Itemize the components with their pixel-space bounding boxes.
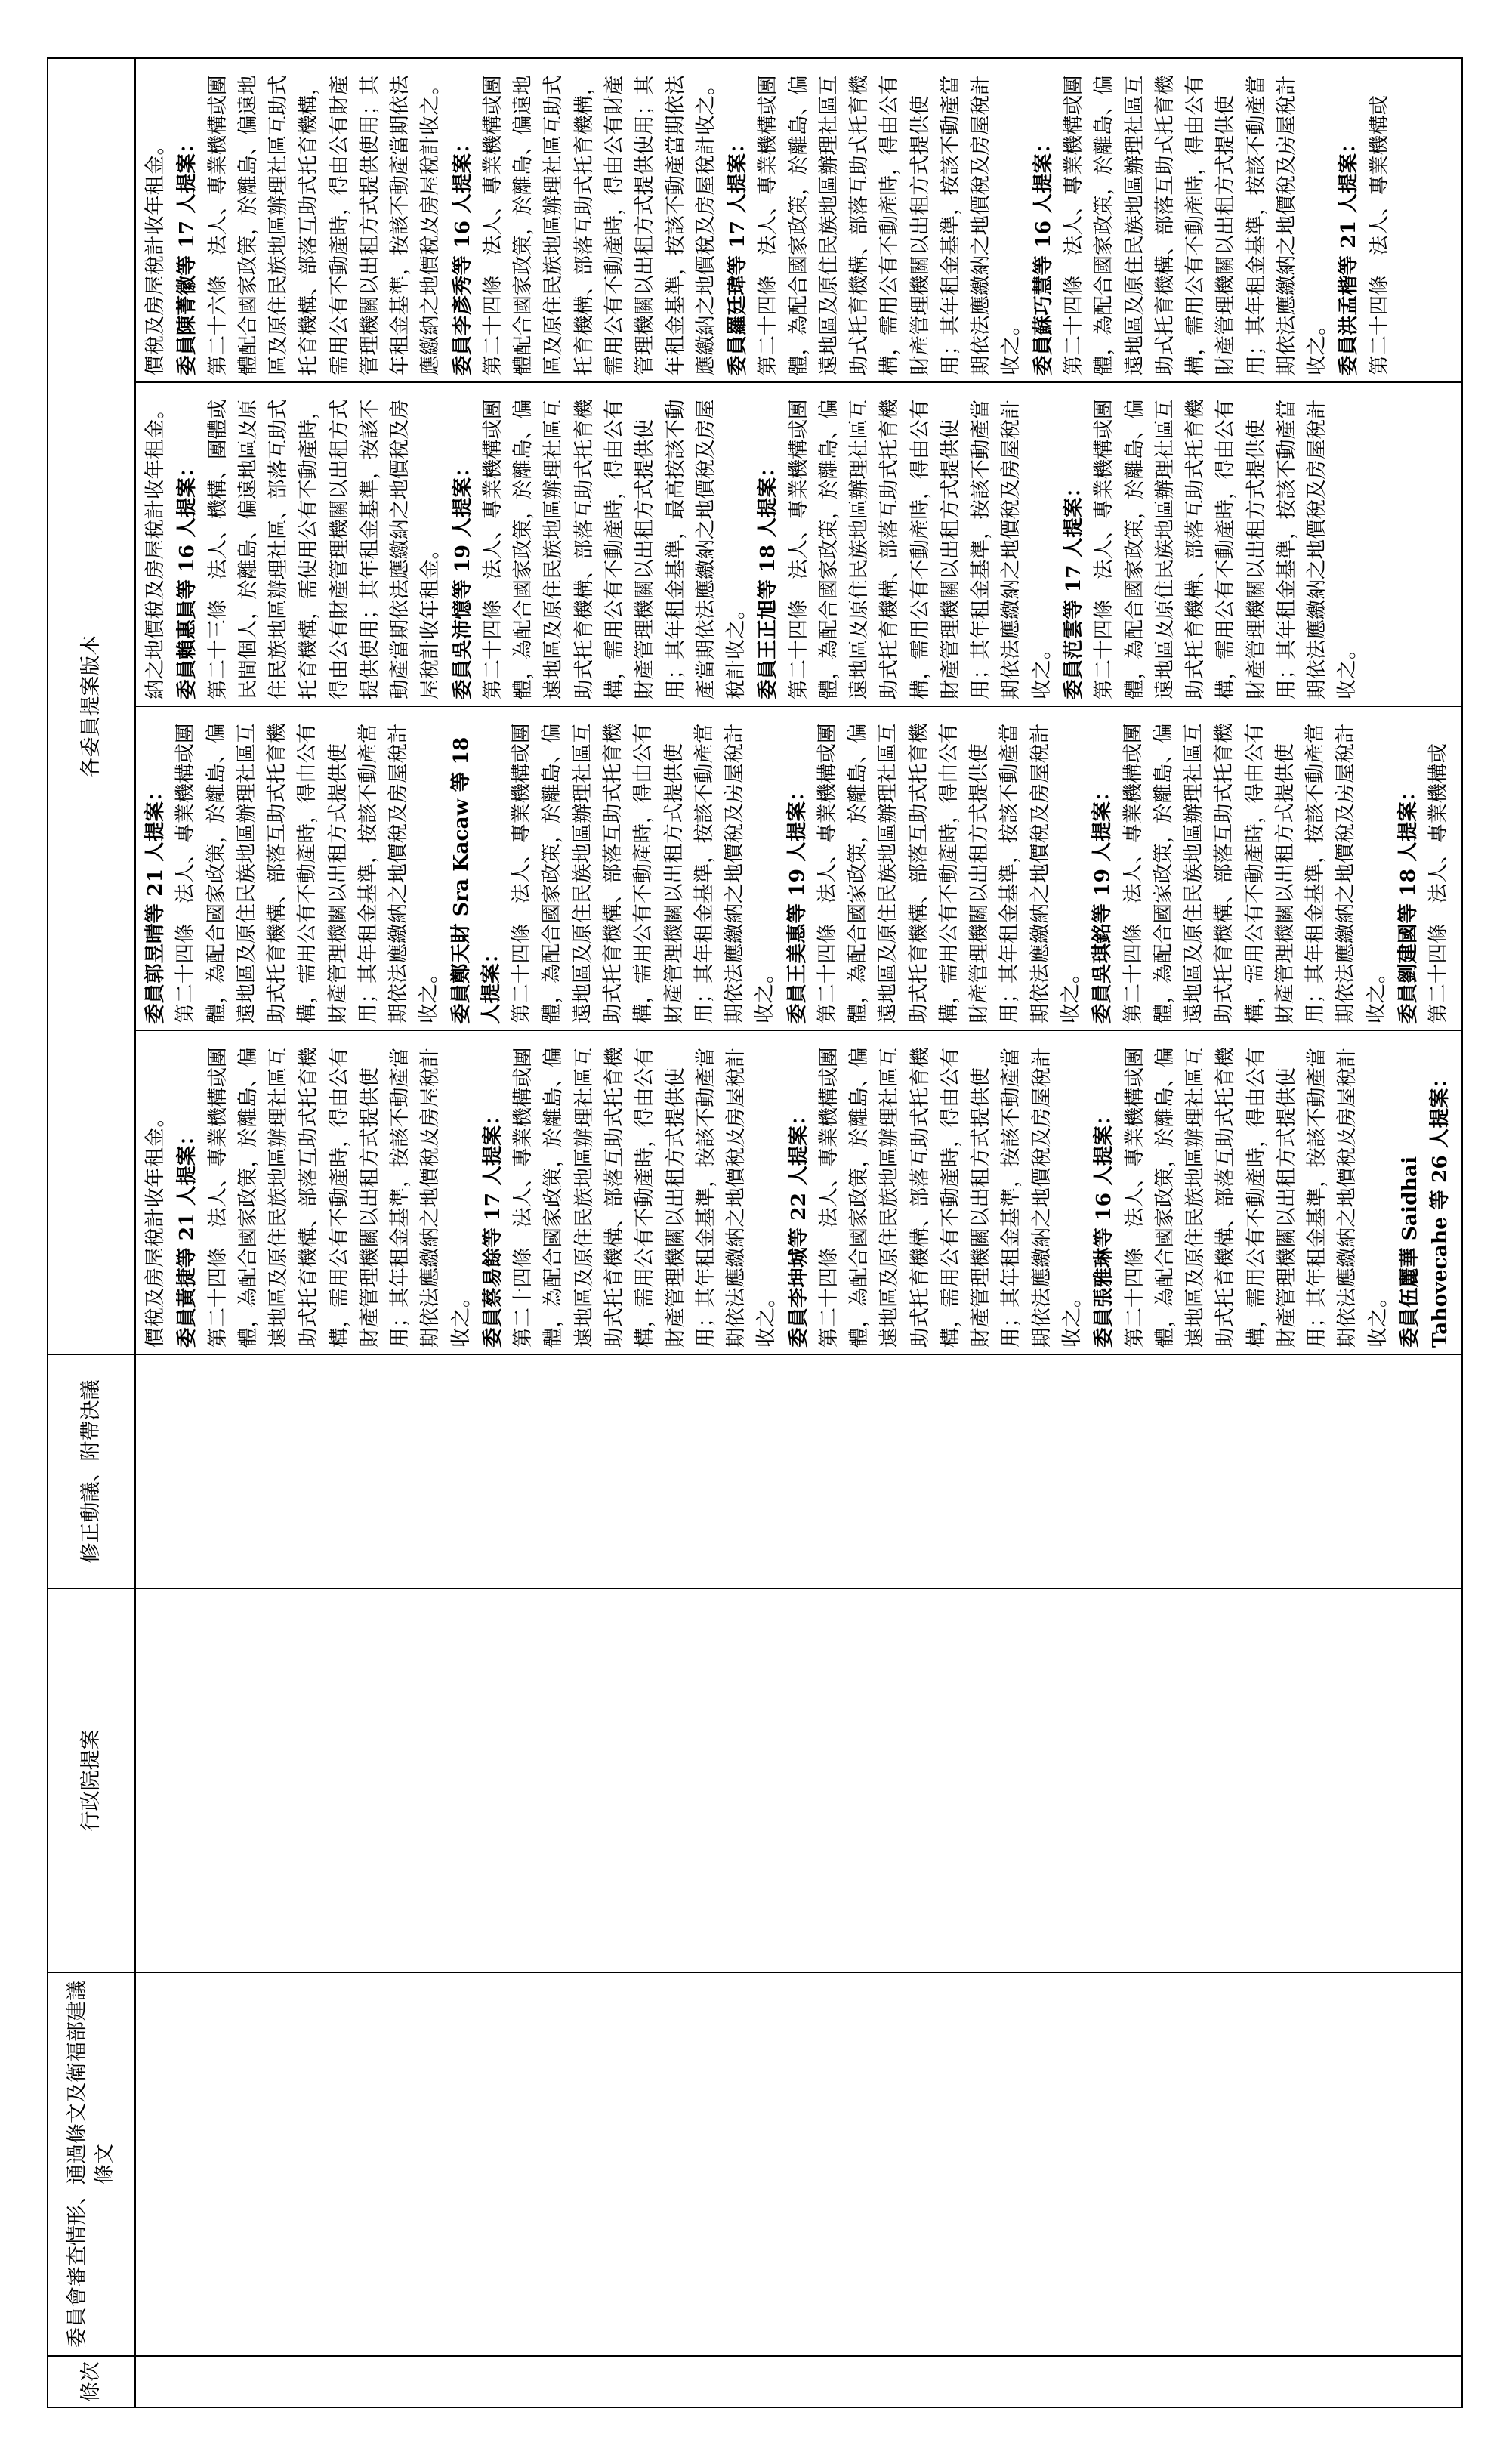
proposal-column <box>136 1031 1461 1354</box>
proposal-entry <box>1089 1037 1393 1348</box>
proposer-label: 委員范雲等 17 人提案： <box>1061 477 1085 699</box>
header-executive-yuan: 行政院提案 <box>48 1589 135 1972</box>
proposal-text: 第二十四條 法人、專業機構或團體，為配合國家政策，於離島、偏遠地區及原住民族地區辦理社區互助式托育機構、部落互助式托育機構，需用公有不動產時，得由公有財產管理機關以出租方式提供使用；其年租金基準，按該不動產當期依法應繳納之地價稅及房屋稅計收之。 <box>816 1047 1084 1348</box>
proposal-text: 第二十四條 法人、專業機構或 <box>1367 95 1391 375</box>
proposer-label: 委員劉建國等 18 人提案： <box>1396 781 1420 1024</box>
cell-amendments <box>135 1354 1462 1589</box>
proposal-entry <box>782 713 1087 1024</box>
proposal-entry <box>140 713 445 1024</box>
proposer-label: 委員羅廷瑋等 17 人提案： <box>726 133 750 375</box>
proposal-entry <box>1059 389 1363 699</box>
proposal-entry <box>446 713 781 1024</box>
proposal-entry <box>172 389 446 699</box>
proposer-label: 委員蘇巧慧等 16 人提案： <box>1031 133 1055 375</box>
proposer-label: 委員李彥秀等 16 人提案： <box>450 133 474 375</box>
proposal-entry <box>784 1037 1088 1348</box>
proposal-text: 第二十四條 法人、專業機構或團體，為配合國家政策，於離島、偏遠地區及原住民族地區辦理社區互助式托育機構、部落互助式托育機構，需用公有不動產時，得由公有財產管理機關以出租方式提供使用；其年租金基準，按該不動產當期依法應繳納之地價稅及房屋稅計收之。 <box>174 723 441 1024</box>
proposal-entry <box>1088 713 1392 1024</box>
legislator-columns <box>136 59 1461 1354</box>
proposal-text: 第二十四條 法人、專業機構或團體，為配合國家政策，於離島、偏遠地區及原住民族地區辦理社區互助式托育機構、部落互助式托育機構，需用公有不動產時，得由公有財產管理機關以出租方式提供使用；其年租金基準，按該不動產當期依法應繳納之地價稅及房屋稅計收之。 <box>1121 723 1388 1024</box>
proposal-column <box>136 59 1461 383</box>
header-committee-review: 委員會審查情形、通過條文及衛福部建議條文 <box>48 1972 135 2356</box>
continued-text: 價稅及房屋稅計收年租金。 <box>143 1107 167 1348</box>
proposer-label: 委員黃捷等 21 人提案： <box>175 1125 199 1348</box>
proposal-text: 第二十四條 法人、專業機構或團體，為配合國家政策，於離島、偏遠地區及原住民族地區辦理社區互助式托育機構、部落互助式托育機構，需用公有不動產時，得由公有財產管理機關以出租方式提供使用；其年租金基準，按該不動產當期依法應繳納之地價稅及房屋稅計收之。 <box>1061 75 1329 375</box>
proposal-text: 第二十四條 法人、專業機構或團體，為配合國家政策，於離島、偏遠地區及原住民族地區辦理社區互助式托育機構、部落互助式托育機構，需用公有不動產時，得由公有財產管理機關以出租方式提供使用；其年租金基準，按該不動產當期依法應繳納之地價稅及房屋稅計收之。 <box>205 1047 473 1348</box>
proposal-text: 第二十四條 法人、專業機構或團體，為配合國家政策，於離島、偏遠地區及原住民族地區辦理社區互助式托育機構、部落互助式托育機構，需用公有不動產時，得由公有財產管理機關以出租方式提供使用；其年租金基準，最高按該不動產當期依法應繳納之地價稅及房屋稅計收之。 <box>480 399 748 699</box>
proposal-text: 第二十四條 法人、專業機構或團體，為配合國家政策，於離島、偏遠地區及原住民族地區辦理社區互助式托育機構、部落互助式托育機構，需用公有不動產時，得由公有財產管理機關以出租方式提供使用；其年租金基準，按該不動產當期依法應繳納之地價稅及房屋稅計收之。 <box>786 399 1054 699</box>
header-amendments: 修正動議、附帶決議 <box>48 1354 135 1589</box>
cell-committee-review <box>135 1972 1462 2356</box>
proposal-text: 第二十四條 法人、專業機構或團體，為配合國家政策，於離島、偏遠地區及原住民族地區辦理社區互助式托育機構、部落互助式托育機構，需用公有不動產時，得由公有財產管理機關以出租方式提供使用；其年租金基準，按該不動產當期依法應繳納之地價稅及房屋稅計收之。 <box>815 723 1082 1024</box>
content-row <box>135 58 1462 2407</box>
proposer-label: 委員蔡易餘等 17 人提案： <box>480 1105 505 1348</box>
proposal-entry <box>723 65 1027 375</box>
proposal-text: 第二十四條 法人、專業機構或團體，為配合國家政策，於離島、偏遠地區及原住民族地區辦理社區互助式托育機構、部落互助式托育機構，需用公有不動產時，得由公有財產管理機關以出租方式提供使用；其年租金基準，按該不動產當期依法應繳納之地價稅及房屋稅計收之。 <box>1092 399 1359 699</box>
header-legislators: 各委員提案版本 <box>48 58 135 1354</box>
proposal-entry <box>448 389 752 699</box>
proposer-label: 委員王美惠等 19 人提案： <box>785 781 809 1024</box>
proposal-entry <box>753 389 1057 699</box>
proposer-label: 委員郭昱晴等 21 人提案： <box>143 781 167 1024</box>
proposal-text: 第二十四條 法人、專業機構或團體，為配合國家政策，於離島、偏遠地區及原住民族地區辦理社區互助式托育機構、部落互助式托育機構，需用公有不動產時，得由公有財產管理機關以出租方式提供使用；其年租金基準，按該不動產當期依法應繳納之地價稅及房屋稅計收之。 <box>756 75 1023 375</box>
proposer-label: 委員賴惠員等 16 人提案： <box>175 457 199 699</box>
proposal-text: 第二十四條 法人、專業機構或團體，為配合國家政策，於離島、偏遠地區及原住民族地區辦理社區互助式托育機構、部落互助式托育機構，需用公有不動產時，得由公有財產管理機關以出租方式提供使用；其年租金基準，按該不動產當期依法應繳納之地價稅及房屋稅計收之。 <box>510 723 777 1024</box>
proposal-text: 第二十四條 法人、專業機構或團體，為配合國家政策，於離島、偏遠地區及原住民族地區辦理社區互助式托育機構、部落互助式托育機構，需用公有不動產時，得由公有財產管理機關以出租方式提供使用；其年租金基準，按該不動產當期依法應繳納之地價稅及房屋稅計收之。 <box>511 1047 779 1348</box>
proposer-label: 委員王正旭等 18 人提案： <box>756 457 780 699</box>
proposer-label: 委員鄭天財 Sra Kacaw 等 18 人提案： <box>449 736 503 1024</box>
proposal-entry <box>1029 65 1333 375</box>
proposer-label: 委員吳沛憶等 19 人提案： <box>450 457 474 699</box>
header-row <box>48 58 135 2407</box>
proposal-text: 第二十四條 法人、專業機構或團體配合國家政策，於離島、偏遠地區及原住民族地區辦理社區互助式托育機構、部落互助式托育機構，需用公有不動產時，得由公有財產管理機關以出租方式提供使用；其年租金基準，按該不動產當期依法應繳納之地價稅及房屋稅計收之。 <box>480 75 717 375</box>
proposer-label: 委員張雅琳等 16 人提案： <box>1092 1105 1116 1348</box>
proposal-entry <box>1334 65 1395 375</box>
proposer-label: 委員陳菁徽等 17 人提案： <box>175 133 199 375</box>
cell-legislators <box>135 58 1462 1354</box>
proposal-column <box>136 707 1461 1031</box>
proposal-entry <box>1393 713 1455 1024</box>
proposal-entry <box>448 65 721 375</box>
proposal-text: 第二十三條 法人、機構、團體或民間個人，於離島、偏遠地區及原住民族地區辦理社區、部落互助式托育機構，需使用公有不動產時，得由公有財產管理機關以出租方式提供使用；其年租金基準，按該不動產當期依法應繳納之地價稅及房屋稅計收年租金。 <box>205 399 443 699</box>
proposal-entry <box>478 1037 782 1348</box>
cell-article-no <box>135 2356 1462 2407</box>
proposal-entry <box>1395 1037 1456 1348</box>
proposer-label: 委員李坤城等 22 人提案： <box>786 1105 810 1348</box>
continued-text: 納之地價稅及房屋稅計收年租金。 <box>143 399 167 699</box>
proposal-entry <box>172 65 446 375</box>
comparison-table <box>47 57 1463 2408</box>
cell-executive-yuan <box>135 1589 1462 1972</box>
continued-text: 價稅及房屋稅計收年租金。 <box>143 135 167 375</box>
proposal-entry <box>172 1037 477 1348</box>
proposal-column <box>136 383 1461 707</box>
proposal-text: 第二十四條 法人、專業機構或團體，為配合國家政策，於離島、偏遠地區及原住民族地區辦理社區互助式托育機構、部落互助式托育機構，需用公有不動產時，得由公有財產管理機關以出租方式提供使用；其年租金基準，按該不動產當期依法應繳納之地價稅及房屋稅計收之。 <box>1122 1047 1390 1348</box>
proposal-text: 第二十六條 法人、專業機構或團體配合國家政策，於離島、偏遠地區及原住民族地區辦理社區互助式托育機構、部落互助式托育機構，需用公有不動產時，得由公有財產管理機關以出租方式提供使用；其年租金基準，按該不動產當期依法應繳納之地價稅及房屋稅計收之。 <box>205 75 443 375</box>
proposer-label: 委員洪孟楷等 21 人提案： <box>1337 133 1361 375</box>
proposer-label: 委員伍麗華 Saidhai Tahovecahe 等 26 人提案： <box>1397 1067 1452 1348</box>
header-article-no: 條次 <box>48 2356 135 2407</box>
proposal-text: 第二十四條 法人、專業機構或 <box>1427 743 1451 1024</box>
proposer-label: 委員吳琪銘等 19 人提案： <box>1091 781 1115 1024</box>
